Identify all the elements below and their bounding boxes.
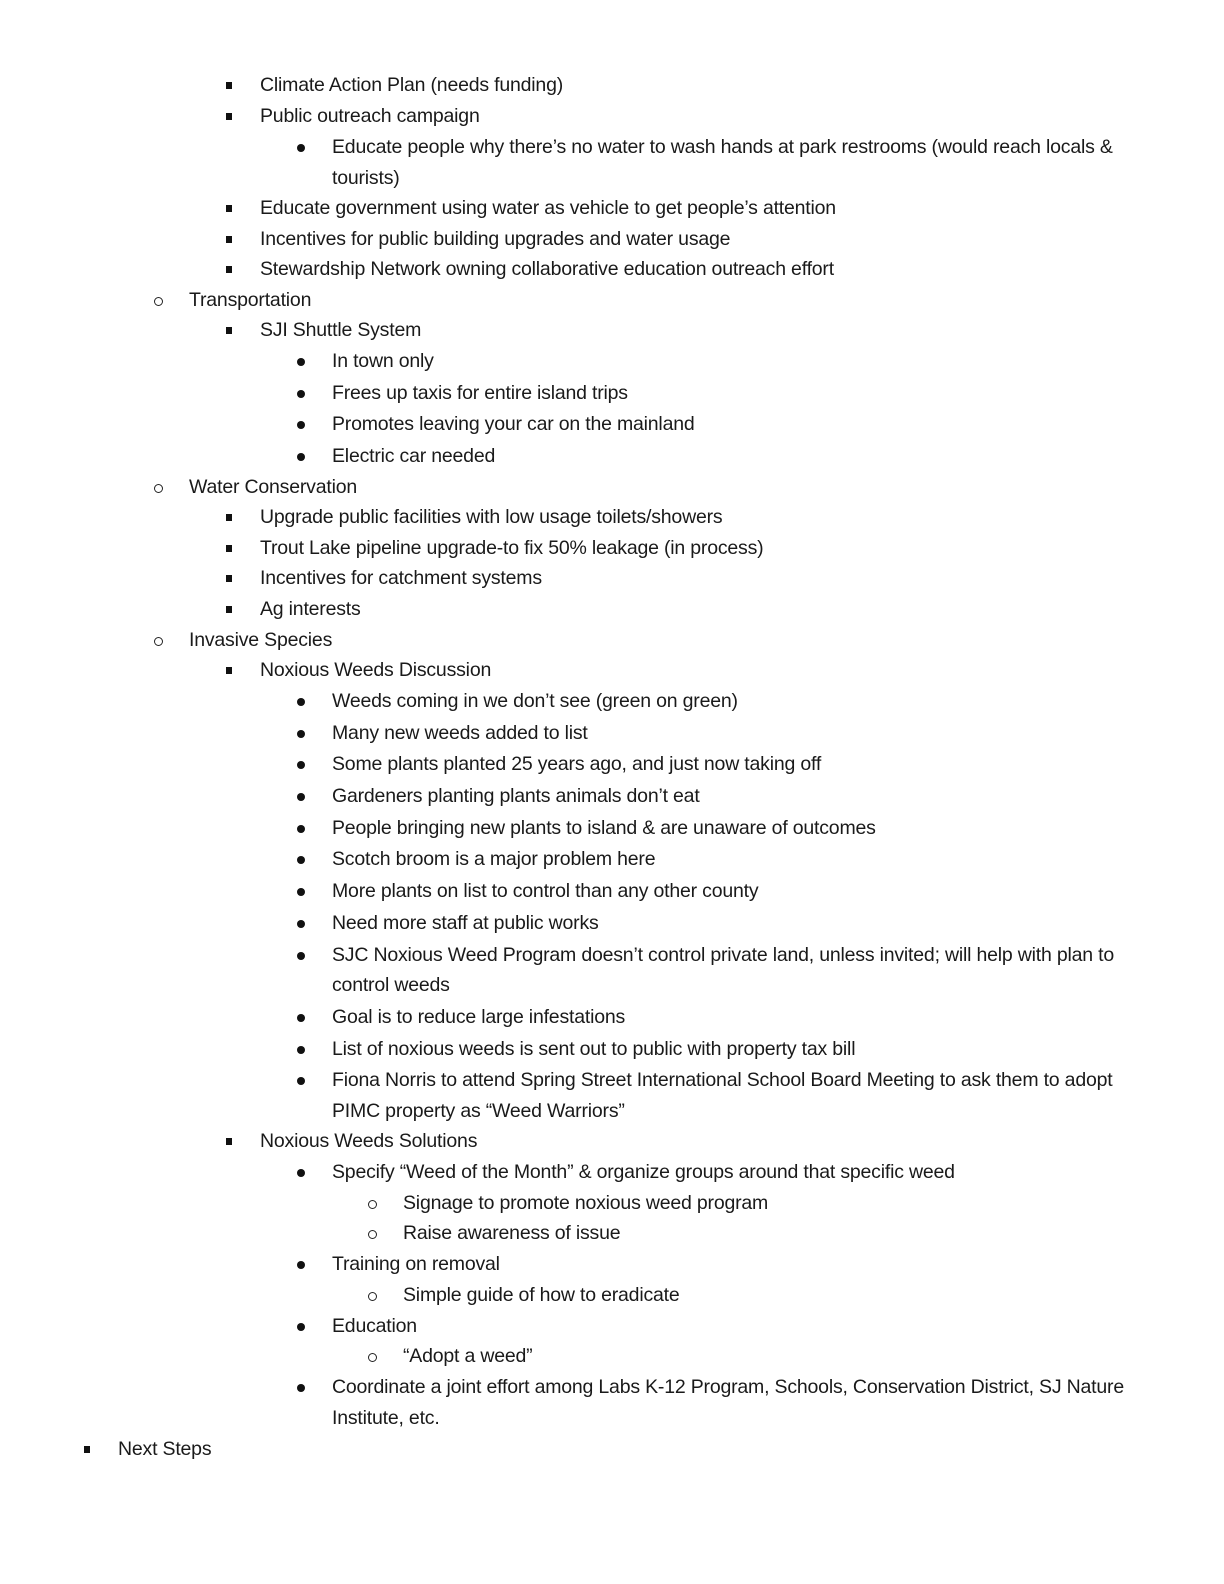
dot-bullet-icon [297, 1046, 305, 1054]
list-item-text: Scotch broom is a major problem here [332, 848, 656, 870]
list-item-text: Simple guide of how to eradicate [403, 1284, 680, 1306]
list-item [0, 844, 1224, 875]
dot-bullet-icon [297, 1077, 305, 1085]
list-item [0, 625, 1224, 656]
list-item [0, 1311, 1224, 1342]
list-item-text: Many new weeds added to list [332, 722, 588, 744]
dot-bullet-icon [297, 1169, 305, 1177]
list-item [0, 1002, 1224, 1033]
dot-bullet-icon [297, 730, 305, 738]
list-item [0, 1188, 1224, 1219]
list-item-continuation [0, 163, 1224, 194]
list-item-text: Ag interests [260, 598, 361, 620]
dot-bullet-icon [297, 888, 305, 896]
circle-bullet-icon [368, 1200, 377, 1209]
list-item-text: Frees up taxis for entire island trips [332, 382, 628, 404]
dot-bullet-icon [297, 698, 305, 706]
list-item-text: In town only [332, 350, 434, 372]
list-item [0, 502, 1224, 533]
list-item-text: Educate government using water as vehicle to get people’s attention [260, 197, 836, 219]
list-item-continuation [0, 1403, 1224, 1434]
list-item-text: Gardeners planting plants animals don’t eat [332, 785, 700, 807]
list-item [0, 315, 1224, 346]
dot-bullet-icon [297, 1384, 305, 1392]
list-item-continuation [0, 970, 1224, 1001]
dot-bullet-icon [297, 825, 305, 833]
list-item [0, 1034, 1224, 1065]
list-item [0, 1434, 1224, 1465]
list-item [0, 718, 1224, 749]
list-item-text: Climate Action Plan (needs funding) [260, 74, 564, 96]
list-item-text: Stewardship Network owning collaborative education outreach effort [260, 258, 834, 280]
dot-bullet-icon [297, 1323, 305, 1331]
list-item [0, 101, 1224, 132]
list-item [0, 813, 1224, 844]
list-item-text: Incentives for public building upgrades and water usage [260, 228, 731, 250]
list-item [0, 70, 1224, 101]
square-bullet-icon [226, 575, 232, 582]
circle-bullet-icon [368, 1230, 377, 1239]
square-bullet-icon [226, 327, 232, 334]
square-bullet-icon [226, 667, 232, 674]
list-item-text: Noxious Weeds Solutions [260, 1130, 478, 1152]
list-item-text: More plants on list to control than any other county [332, 880, 759, 902]
square-bullet-icon [226, 236, 232, 243]
list-item [0, 749, 1224, 780]
square-bullet-icon [226, 113, 232, 120]
list-item-text: control weeds [332, 974, 450, 996]
list-item [0, 224, 1224, 255]
list-item [0, 563, 1224, 594]
list-item [0, 1249, 1224, 1280]
square-bullet-icon [226, 514, 232, 521]
list-item [0, 876, 1224, 907]
list-item-text: Fiona Norris to attend Spring Street International School Board Meeting to ask them to adopt [332, 1069, 1113, 1091]
list-item-text: Transportation [189, 289, 312, 311]
list-item-text: tourists) [332, 167, 400, 189]
list-item-text: Signage to promote noxious weed program [403, 1192, 769, 1214]
dot-bullet-icon [297, 453, 305, 461]
list-item [0, 940, 1224, 971]
list-item [0, 378, 1224, 409]
list-item-text: Electric car needed [332, 445, 496, 467]
list-item-text: Trout Lake pipeline upgrade-to fix 50% leakage (in process) [260, 537, 764, 559]
list-item-text: Raise awareness of issue [403, 1222, 621, 1244]
dot-bullet-icon [297, 144, 305, 152]
list-item [0, 346, 1224, 377]
list-item [0, 285, 1224, 316]
list-item-text: Upgrade public facilities with low usage toilets/showers [260, 506, 723, 528]
list-item-text: PIMC property as “Weed Warriors” [332, 1100, 625, 1122]
list-item-text: Incentives for catchment systems [260, 567, 542, 589]
square-bullet-icon [226, 205, 232, 212]
list-item [0, 1157, 1224, 1188]
list-item [0, 686, 1224, 717]
list-item-text: Weeds coming in we don’t see (green on green) [332, 690, 738, 712]
square-bullet-icon [226, 545, 232, 552]
list-item [0, 132, 1224, 163]
dot-bullet-icon [297, 1261, 305, 1269]
dot-bullet-icon [297, 1014, 305, 1022]
list-item-text: Institute, etc. [332, 1407, 440, 1429]
circle-bullet-icon [154, 297, 163, 306]
dot-bullet-icon [297, 761, 305, 769]
list-item [0, 254, 1224, 285]
list-item-text: SJC Noxious Weed Program doesn’t control private land, unless invited; will help with plan to [332, 944, 1115, 966]
dot-bullet-icon [297, 856, 305, 864]
list-item [0, 781, 1224, 812]
square-bullet-icon [226, 266, 232, 273]
list-item [0, 409, 1224, 440]
square-bullet-icon [226, 82, 232, 89]
list-item-text: Some plants planted 25 years ago, and just now taking off [332, 753, 822, 775]
list-item-text: “Adopt a weed” [403, 1345, 533, 1367]
list-item [0, 472, 1224, 503]
list-item-text: Educate people why there’s no water to wash hands at park restrooms (would reach locals & [332, 136, 1113, 158]
dot-bullet-icon [297, 793, 305, 801]
list-item-text: Specify “Weed of the Month” & organize groups around that specific weed [332, 1161, 955, 1183]
square-bullet-icon [84, 1446, 90, 1453]
list-item-text: Training on removal [332, 1253, 500, 1275]
list-item-text: Next Steps [118, 1438, 212, 1460]
list-item-text: Noxious Weeds Discussion [260, 659, 492, 681]
list-item [0, 533, 1224, 564]
circle-bullet-icon [368, 1292, 377, 1301]
list-item-text: Public outreach campaign [260, 105, 480, 127]
list-item [0, 1065, 1224, 1096]
list-item [0, 908, 1224, 939]
list-item-text: Water Conservation [189, 476, 357, 498]
list-item-continuation [0, 1096, 1224, 1127]
dot-bullet-icon [297, 390, 305, 398]
list-item-text: Need more staff at public works [332, 912, 599, 934]
list-item [0, 1126, 1224, 1157]
square-bullet-icon [226, 606, 232, 613]
list-item [0, 1372, 1224, 1403]
list-item-text: Education [332, 1315, 417, 1337]
list-item [0, 1341, 1224, 1372]
circle-bullet-icon [368, 1353, 377, 1362]
square-bullet-icon [226, 1138, 232, 1145]
list-item [0, 1280, 1224, 1311]
list-item-text: Promotes leaving your car on the mainland [332, 413, 695, 435]
list-item [0, 441, 1224, 472]
list-item [0, 193, 1224, 224]
circle-bullet-icon [154, 484, 163, 493]
list-item-text: List of noxious weeds is sent out to public with property tax bill [332, 1038, 856, 1060]
circle-bullet-icon [154, 637, 163, 646]
list-item [0, 1218, 1224, 1249]
list-item [0, 655, 1224, 686]
dot-bullet-icon [297, 952, 305, 960]
list-item-text: People bringing new plants to island & are unaware of outcomes [332, 817, 876, 839]
dot-bullet-icon [297, 920, 305, 928]
dot-bullet-icon [297, 358, 305, 366]
list-item [0, 594, 1224, 625]
dot-bullet-icon [297, 421, 305, 429]
list-item-text: Invasive Species [189, 629, 333, 651]
list-item-text: Goal is to reduce large infestations [332, 1006, 626, 1028]
list-item-text: Coordinate a joint effort among Labs K-12 Program, Schools, Conservation District, SJ Nature [332, 1376, 1124, 1398]
list-item-text: SJI Shuttle System [260, 319, 422, 341]
